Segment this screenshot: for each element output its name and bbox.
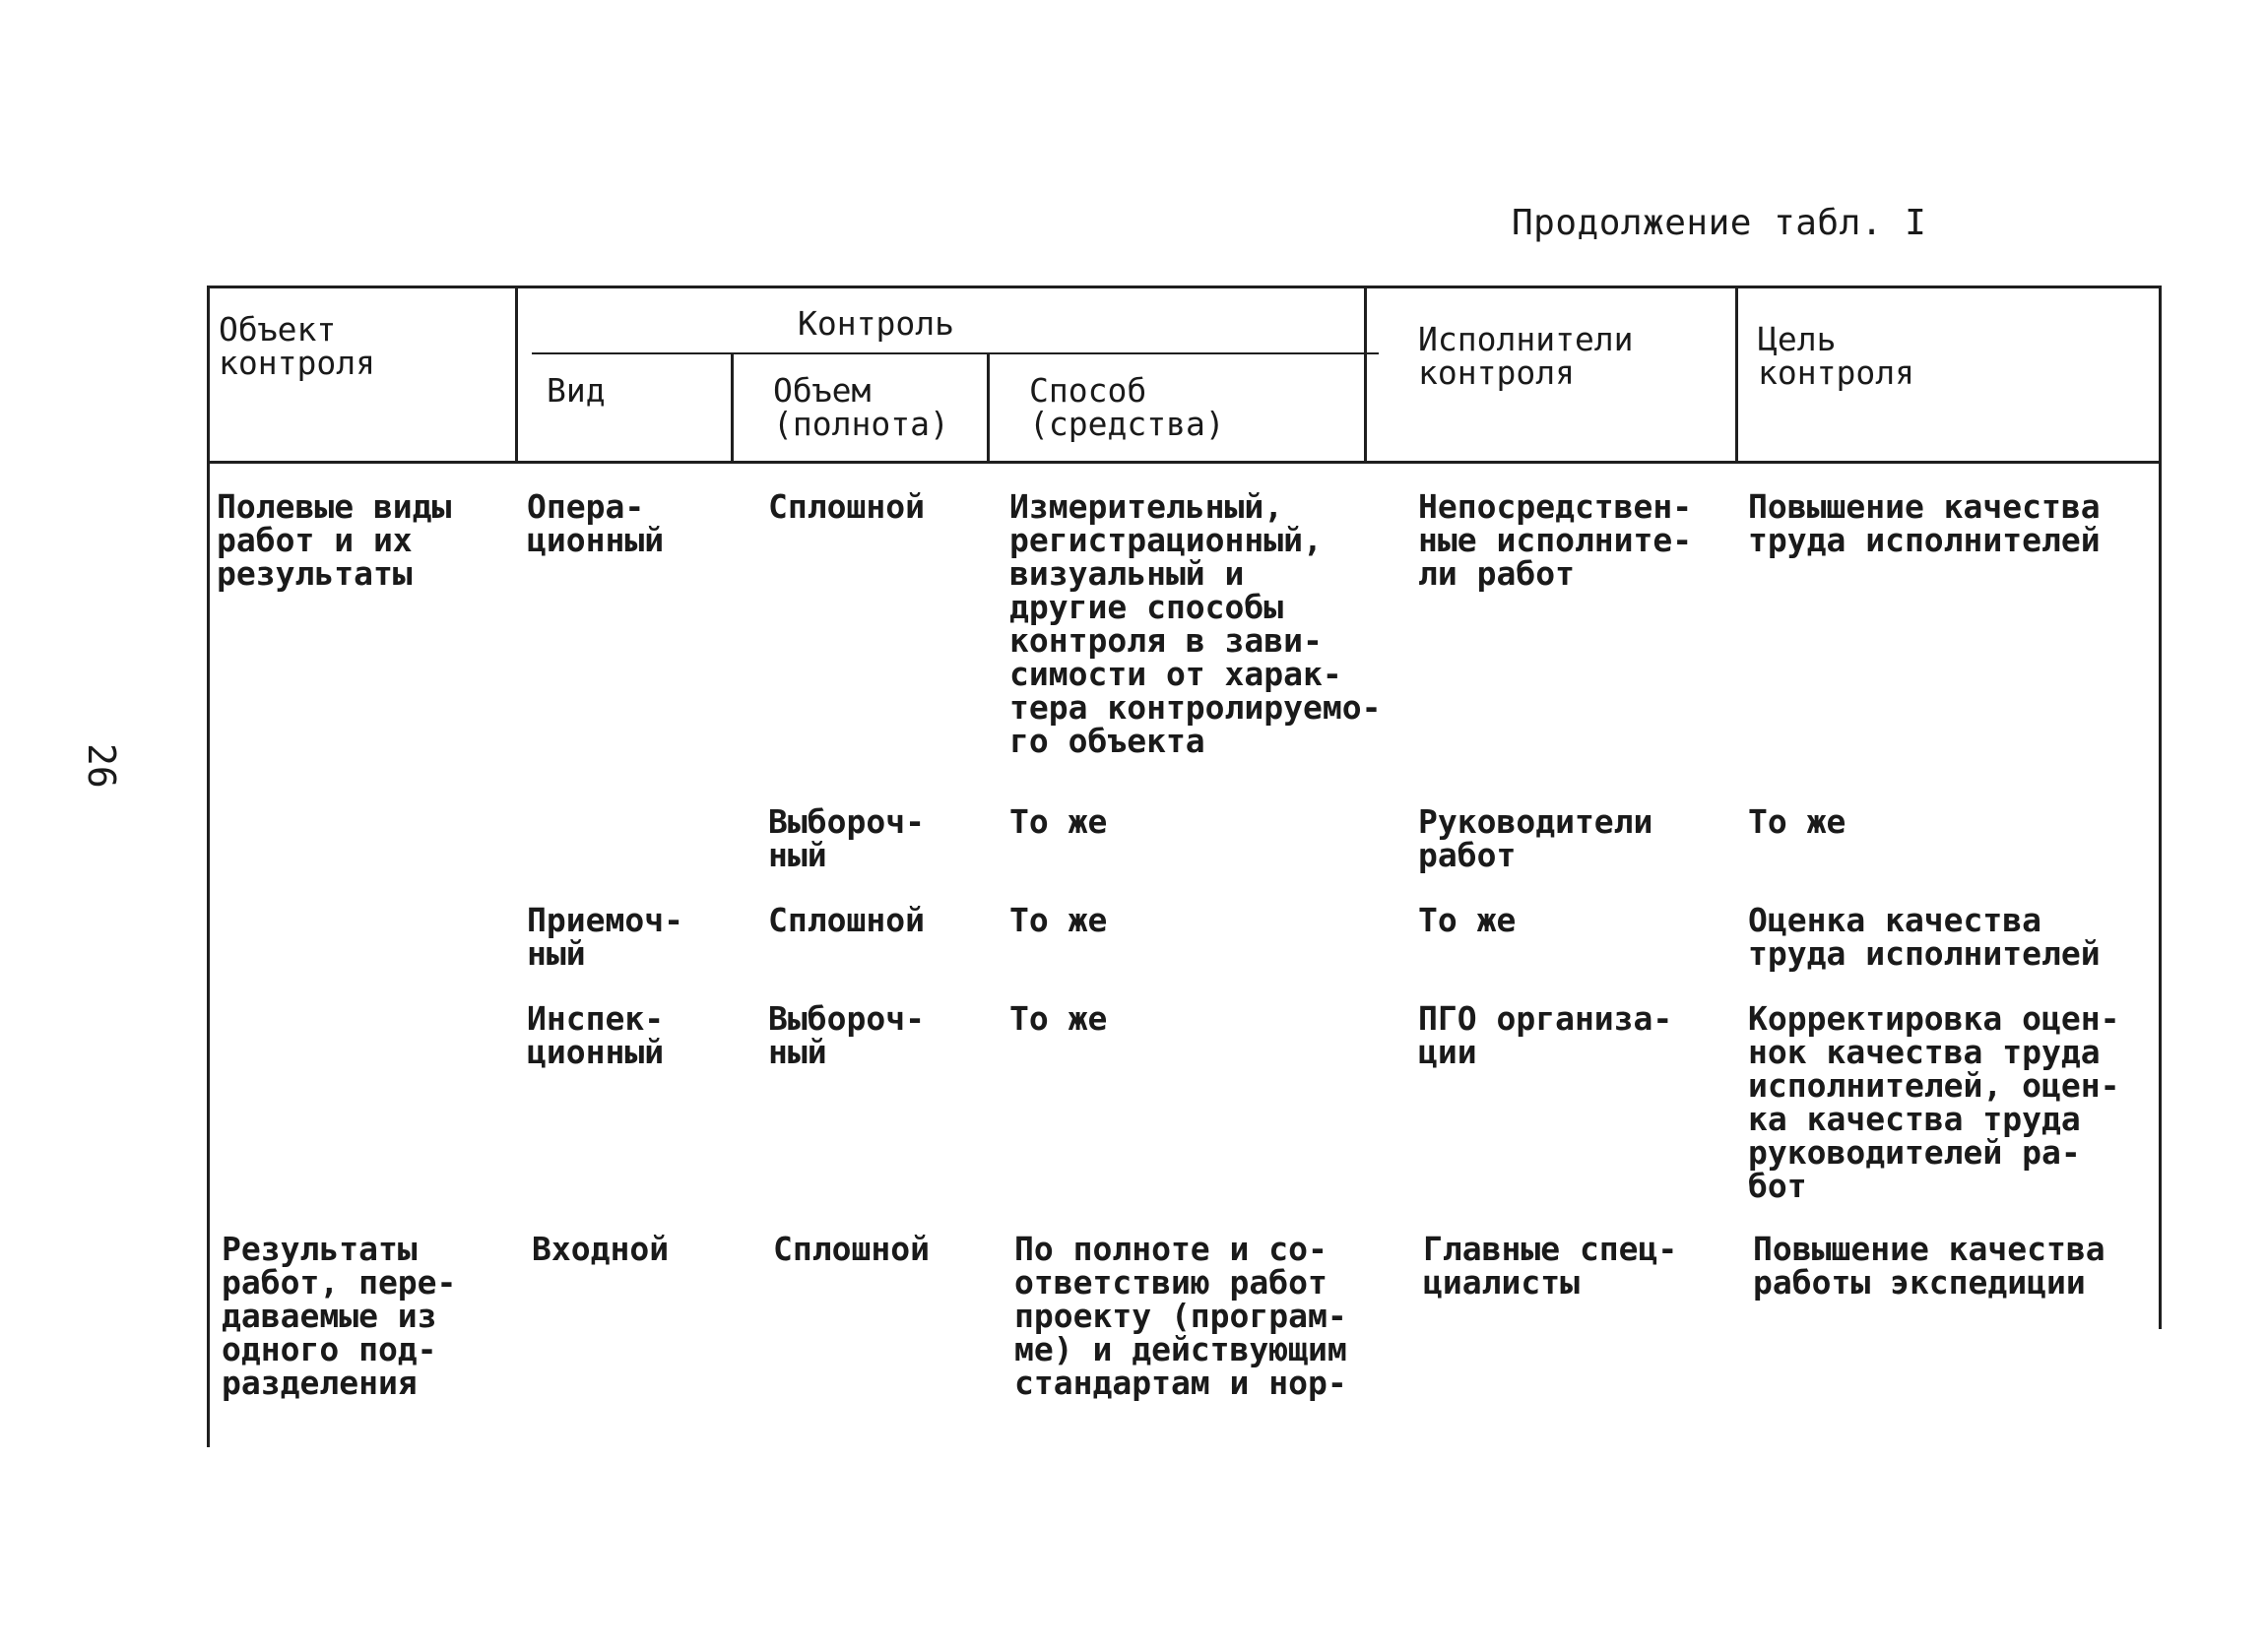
row5-object: Результаты работ, пере- даваемые из одного под- разделения xyxy=(222,1230,457,1402)
row4-goal: Корректировка оцен- нок качества труда исполнителей, оцен- ка качества труда руководителей ра- бот xyxy=(1748,999,2120,1205)
control-subheader-divider xyxy=(532,352,1379,354)
col-divider-method xyxy=(1364,286,1367,461)
table-top-border xyxy=(207,286,2162,288)
row3-volume: Сплошной xyxy=(768,901,925,939)
row4-volume: Выбороч- ный xyxy=(768,999,925,1071)
header-object: Объект контроля xyxy=(219,310,375,382)
header-performers: Исполнители контроля xyxy=(1418,320,1634,392)
row4-method: То же xyxy=(1009,999,1108,1038)
row1-method: Измерительный, регистрационный, визуальный и другие способы контроля в зави- симости от харак- тера контролируемо- го объекта xyxy=(1009,487,1382,760)
header-kind: Вид xyxy=(547,371,606,410)
col-divider-volume xyxy=(987,354,990,461)
row5-volume: Сплошной xyxy=(773,1230,930,1268)
page-number: 26 xyxy=(80,743,123,789)
row1-performers: Непосредствен- ные исполните- ли работ xyxy=(1418,487,1693,593)
col-divider-performers xyxy=(1735,286,1738,461)
table-left-border xyxy=(207,286,210,1447)
row2-method: То же xyxy=(1009,802,1108,841)
row3-method: То же xyxy=(1009,901,1108,939)
row5-method: По полноте и со- ответствию работ проекту (програм- ме) и действующим стандартам и нор- xyxy=(1014,1230,1347,1402)
header-control-group: Контроль xyxy=(798,304,954,343)
row5-kind: Входной xyxy=(532,1230,670,1268)
row1-goal: Повышение качества труда исполнителей xyxy=(1748,487,2101,559)
row2-performers: Руководители работ xyxy=(1418,802,1653,874)
row3-performers: То же xyxy=(1418,901,1517,939)
table-continuation-label: Продолжение табл. I xyxy=(1512,203,1927,243)
col-divider-kind xyxy=(731,354,734,461)
row5-performers: Главные спец- циалисты xyxy=(1423,1230,1678,1302)
header-method: Способ (средства) xyxy=(1029,371,1225,443)
control-table xyxy=(207,286,2162,1447)
row3-goal: Оценка качества труда исполнителей xyxy=(1748,901,2101,973)
row5-goal: Повышение качества работы экспедиции xyxy=(1753,1230,2105,1302)
header-goal: Цель контроля xyxy=(1758,320,1914,392)
row1-kind: Опера- ционный xyxy=(527,487,665,559)
row2-goal: То же xyxy=(1748,802,1846,841)
col-divider-object xyxy=(515,286,518,461)
header-volume: Объем (полнота) xyxy=(773,371,949,443)
row1-volume: Сплошной xyxy=(768,487,925,526)
row2-volume: Выбороч- ный xyxy=(768,802,925,874)
row3-kind: Приемоч- ный xyxy=(527,901,683,973)
row4-performers: ПГО организа- ции xyxy=(1418,999,1673,1071)
row4-kind: Инспек- ционный xyxy=(527,999,665,1071)
table-right-border xyxy=(2159,286,2162,1329)
row1-object: Полевые виды работ и их результаты xyxy=(217,487,452,593)
header-bottom-border xyxy=(207,461,2162,464)
